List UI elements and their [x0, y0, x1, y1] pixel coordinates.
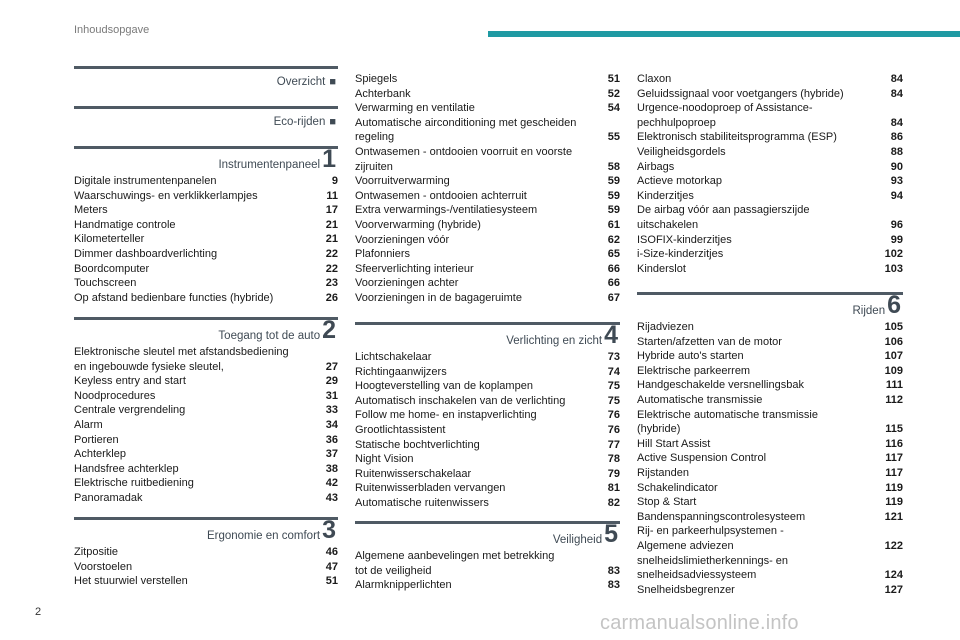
toc-entry-title: (hybride) — [637, 423, 681, 436]
toc-entry-title: Op afstand bedienbare functies (hybride) — [74, 291, 274, 304]
toc-entry[interactable] — [637, 437, 903, 452]
toc-entry-title: Alarmknipperlichten — [355, 579, 452, 592]
section-continued — [637, 72, 903, 276]
toc-entry[interactable] — [74, 403, 338, 418]
toc-entry-title: Centrale vergrendeling — [74, 404, 186, 417]
toc-entry-page: 33 — [325, 404, 338, 417]
toc-entry[interactable] — [637, 539, 903, 554]
toc-entry[interactable] — [355, 350, 620, 365]
toc-entry[interactable] — [355, 218, 620, 233]
toc-entry-title: Urgence-noodoproep of Assistance- — [637, 102, 813, 115]
toc-entry[interactable] — [637, 189, 903, 204]
section-number: 6 — [887, 291, 901, 319]
toc-entry-title: Automatische transmissie — [637, 393, 763, 406]
toc-list — [355, 549, 620, 593]
toc-entry-page: 27 — [325, 360, 338, 373]
toc-entry-page: 76 — [607, 423, 620, 436]
toc-entry[interactable] — [355, 116, 620, 131]
section-marker-icon: ■ — [329, 76, 336, 88]
toc-entry-page: 84 — [890, 116, 903, 129]
toc-entry[interactable] — [637, 116, 903, 131]
section-title: Overzicht — [276, 76, 326, 88]
toc-entry-title: Kinderzitjes — [637, 189, 694, 202]
toc-entry-page: 122 — [884, 539, 903, 552]
toc-entry[interactable] — [637, 466, 903, 481]
toc-entry-title: Rij- en parkeerhulpsystemen - — [637, 525, 784, 538]
toc-entry-title: Snelheidsbegrenzer — [637, 583, 735, 596]
toc-entry[interactable] — [74, 433, 338, 448]
section-rijden — [637, 292, 903, 597]
toc-entry-page: 75 — [607, 394, 620, 407]
toc-entry[interactable] — [355, 452, 620, 467]
toc-entry-page: 55 — [607, 131, 620, 144]
toc-entry-page: 51 — [325, 575, 338, 588]
page-number: 2 — [35, 606, 42, 618]
toc-entry-page: 59 — [607, 189, 620, 202]
toc-entry[interactable] — [74, 345, 338, 360]
toc-entry-page: 51 — [607, 73, 620, 85]
toc-entry-page: 43 — [325, 491, 338, 504]
toc-entry-page: 103 — [884, 262, 903, 275]
toc-entry-title: Ontwasemen - ontdooien voorruit en voorste — [355, 145, 573, 158]
toc-entry-title: uitschakelen — [637, 218, 699, 231]
toc-entry[interactable] — [355, 467, 620, 482]
toc-entry-title: en ingebouwde fysieke sleutel, — [74, 360, 224, 373]
toc-entry-title: Night Vision — [355, 453, 414, 466]
toc-entry-page: 94 — [890, 189, 903, 202]
toc-entry[interactable] — [74, 389, 338, 404]
toc-entry-page: 77 — [607, 438, 620, 451]
toc-entry-title: Richtingaanwijzers — [355, 365, 447, 378]
section-header[interactable] — [355, 520, 620, 548]
toc-entry-title: Voorzieningen in de bagageruimte — [355, 291, 522, 304]
toc-entry[interactable] — [74, 262, 338, 277]
toc-entry-title: Starten/afzetten van de motor — [637, 335, 782, 348]
toc-entry-page: 115 — [885, 423, 903, 436]
toc-entry[interactable] — [355, 408, 620, 423]
toc-entry-title: Voorverwarming (hybride) — [355, 218, 481, 231]
toc-entry[interactable] — [355, 160, 620, 175]
section-eco-rijden — [74, 106, 338, 127]
toc-entry[interactable] — [637, 510, 903, 525]
toc-entry-page: 117 — [885, 452, 903, 465]
toc-entry-title: Elektronische sleutel met afstandsbediening — [74, 346, 289, 358]
toc-entry-page: 84 — [890, 87, 903, 100]
section-ergonomie — [74, 517, 338, 589]
section-header[interactable] — [355, 321, 620, 349]
toc-entry-page: 117 — [885, 466, 903, 479]
toc-entry[interactable] — [637, 349, 903, 364]
toc-entry-title: Automatisch inschakelen van de verlichting — [355, 394, 566, 407]
toc-entry-title: Follow me home- en instapverlichting — [355, 409, 537, 422]
toc-entry-title: Voorstoelen — [74, 560, 133, 573]
toc-entry[interactable] — [355, 578, 620, 593]
toc-entry-title: Voorruitverwarming — [355, 175, 450, 188]
toc-entry-title: Handgeschakelde versnellingsbak — [637, 379, 804, 392]
toc-entry[interactable] — [637, 87, 903, 102]
toc-entry-title: Dimmer dashboardverlichting — [74, 247, 218, 260]
toc-entry-title: Ontwasemen - ontdooien achterruit — [355, 189, 527, 202]
toc-entry[interactable] — [637, 554, 903, 569]
toc-entry[interactable] — [74, 374, 338, 389]
toc-entry-page: 112 — [885, 393, 903, 406]
toc-entry[interactable] — [74, 189, 338, 204]
toc-entry-page: 37 — [325, 448, 338, 461]
toc-entry-title: Hoogteverstelling van de koplampen — [355, 380, 533, 393]
toc-entry[interactable] — [637, 247, 903, 262]
toc-entry-page: 59 — [607, 204, 620, 217]
section-veiligheid — [355, 521, 620, 593]
toc-entry-title: Airbags — [637, 160, 675, 173]
toc-entry-page: 106 — [884, 335, 903, 348]
section-overzicht — [74, 66, 338, 87]
toc-entry[interactable] — [637, 583, 903, 598]
toc-entry-page: 76 — [607, 409, 620, 422]
toc-entry[interactable] — [637, 262, 903, 277]
toc-entry[interactable] — [355, 262, 620, 277]
toc-entry[interactable] — [637, 524, 903, 539]
section-title: Instrumentenpaneel — [218, 159, 321, 171]
toc-entry-title: Boordcomputer — [74, 262, 150, 275]
toc-entry-page: 34 — [325, 418, 338, 431]
toc-entry-page: 79 — [607, 467, 620, 480]
toc-entry-title: Portieren — [74, 433, 119, 446]
toc-entry-title: Keyless entry and start — [74, 375, 186, 388]
toc-entry[interactable] — [637, 481, 903, 496]
toc-entry-page: 88 — [890, 145, 903, 158]
toc-entry[interactable] — [637, 72, 903, 87]
toc-entry[interactable] — [355, 496, 620, 511]
toc-entry-title: Touchscreen — [74, 277, 137, 290]
toc-entry-page: 93 — [890, 175, 903, 188]
toc-entry-page: 21 — [325, 233, 338, 246]
toc-entry[interactable] — [637, 320, 903, 335]
toc-list — [74, 545, 338, 589]
toc-entry-page: 9 — [331, 175, 338, 187]
toc-entry[interactable] — [637, 422, 903, 437]
toc-entry-title: Algemene adviezen — [637, 539, 734, 552]
toc-entry-title: tot de veiligheid — [355, 564, 432, 577]
toc-entry[interactable] — [355, 72, 620, 87]
toc-entry-title: Automatische airconditioning met gescheiden — [355, 116, 577, 129]
toc-entry-page: 99 — [890, 233, 903, 246]
toc-entry-page: 116 — [885, 437, 903, 450]
toc-entry-title: Handsfree achterklep — [74, 462, 179, 475]
toc-entry-page: 124 — [884, 569, 903, 582]
toc-entry[interactable] — [355, 438, 620, 453]
toc-entry[interactable] — [355, 203, 620, 218]
toc-entry-page: 119 — [885, 496, 903, 509]
toc-entry-page: 26 — [325, 291, 338, 304]
toc-entry-page: 90 — [890, 160, 903, 173]
toc-entry-title: Achterbank — [355, 87, 411, 100]
toc-entry-page: 109 — [884, 364, 903, 377]
toc-entry[interactable] — [637, 233, 903, 248]
toc-entry-title: Bandenspanningscontrolesysteem — [637, 510, 806, 523]
toc-entry-title: Zitpositie — [74, 546, 119, 558]
toc-entry-title: Alarm — [74, 418, 103, 431]
toc-entry[interactable] — [355, 394, 620, 409]
section-instrumentenpaneel — [74, 146, 338, 305]
section-marker-icon: ■ — [329, 116, 336, 128]
toc-entry-page: 54 — [607, 102, 620, 115]
toc-entry-page: 83 — [607, 579, 620, 592]
toc-entry-title: Elektronisch stabiliteitsprogramma (ESP) — [637, 131, 837, 144]
toc-entry[interactable] — [637, 335, 903, 350]
toc-entry-title: pechhulpoproep — [637, 116, 716, 129]
toc-entry[interactable] — [637, 568, 903, 583]
toc-entry-page: 61 — [607, 218, 620, 231]
toc-entry[interactable] — [74, 291, 338, 306]
toc-entry-page: 65 — [607, 248, 620, 261]
toc-entry[interactable] — [74, 418, 338, 433]
toc-entry[interactable] — [355, 481, 620, 496]
toc-entry[interactable] — [74, 462, 338, 477]
watermark: carmanualsonline.info — [600, 612, 799, 634]
toc-entry[interactable] — [74, 447, 338, 462]
toc-entry-title: Ruitenwisserschakelaar — [355, 467, 472, 480]
toc-entry-title: Elektrische parkeerrem — [637, 364, 751, 377]
toc-entry-title: Grootlichtassistent — [355, 423, 446, 436]
toc-entry[interactable] — [355, 233, 620, 248]
toc-entry-title: Stop & Start — [637, 496, 697, 509]
toc-entry-page: 22 — [325, 247, 338, 260]
toc-entry-page: 74 — [607, 365, 620, 378]
toc-entry[interactable] — [355, 379, 620, 394]
toc-entry-title: Ruitenwisserbladen vervangen — [355, 482, 506, 495]
section-number: 5 — [604, 520, 618, 548]
header-accent-bar — [488, 31, 960, 37]
toc-entry[interactable] — [74, 247, 338, 262]
toc-entry-page: 111 — [885, 379, 903, 392]
toc-list — [355, 72, 620, 306]
toc-entry[interactable] — [74, 218, 338, 233]
toc-entry-page: 23 — [325, 277, 338, 290]
toc-entry-title: Waarschuwings- en verklikkerlampjes — [74, 189, 258, 202]
section-continued — [355, 72, 620, 306]
toc-entry[interactable] — [637, 495, 903, 510]
toc-entry-page: 31 — [325, 389, 338, 402]
toc-entry-page: 81 — [607, 482, 620, 495]
toc-entry-title: Voorzieningen achter — [355, 277, 459, 290]
toc-entry-title: Rijstanden — [637, 466, 689, 479]
section-title: Eco-rijden — [273, 116, 326, 128]
toc-entry[interactable] — [74, 574, 338, 589]
header-label: Inhoudsopgave — [74, 24, 150, 36]
toc-entry[interactable] — [355, 145, 620, 160]
toc-entry-page: 82 — [607, 496, 620, 509]
section-header[interactable] — [74, 106, 338, 127]
section-header[interactable] — [74, 145, 338, 173]
toc-entry[interactable] — [74, 360, 338, 375]
toc-entry-title: regeling — [355, 131, 395, 144]
toc-entry-page: 21 — [325, 218, 338, 231]
toc-entry-title: Achterklep — [74, 448, 126, 461]
toc-entry-page: 96 — [890, 218, 903, 231]
toc-entry[interactable] — [637, 174, 903, 189]
toc-entry-title: Plafonniers — [355, 248, 411, 261]
toc-entry-title: Het stuurwiel verstellen — [74, 575, 188, 588]
toc-entry-page: 84 — [890, 73, 903, 85]
toc-entry[interactable] — [355, 189, 620, 204]
toc-entry-title: Panoramadak — [74, 491, 143, 504]
toc-entry-title: Automatische ruitenwissers — [355, 496, 489, 509]
toc-list — [637, 320, 903, 597]
section-verlichting — [355, 322, 620, 511]
section-title: Rijden — [852, 305, 886, 317]
toc-entry[interactable] — [637, 451, 903, 466]
toc-entry-page: 119 — [885, 481, 903, 494]
toc-entry[interactable] — [74, 560, 338, 575]
toc-entry-page: 59 — [607, 175, 620, 188]
toc-entry-title: zijruiten — [355, 160, 393, 173]
toc-entry-title: Geluidssignaal voor voetgangers (hybride) — [637, 87, 844, 100]
toc-entry[interactable] — [355, 365, 620, 380]
section-header[interactable] — [74, 516, 338, 544]
section-number: 1 — [322, 145, 336, 173]
toc-entry-title: Statische bochtverlichting — [355, 438, 480, 451]
toc-entry[interactable] — [637, 378, 903, 393]
toc-entry-title: ISOFIX-kinderzitjes — [637, 233, 732, 246]
toc-entry[interactable] — [637, 408, 903, 423]
section-title: Ergonomie en comfort — [206, 530, 321, 542]
toc-entry-page: 11 — [326, 189, 338, 202]
toc-entry[interactable] — [637, 218, 903, 233]
toc-entry-page: 107 — [884, 350, 903, 363]
section-title: Verlichting en zicht — [506, 335, 603, 347]
toc-entry-page: 29 — [325, 375, 338, 388]
toc-entry[interactable] — [355, 549, 620, 564]
section-number: 3 — [322, 516, 336, 544]
toc-entry-title: Elektrische automatische transmissie — [637, 408, 818, 421]
toc-entry-page: 67 — [607, 291, 620, 304]
toc-entry-page: 66 — [607, 277, 620, 290]
toc-entry[interactable] — [355, 87, 620, 102]
toc-entry-page: 66 — [607, 262, 620, 275]
toc-entry-page: 47 — [325, 560, 338, 573]
toc-entry[interactable] — [74, 276, 338, 291]
toc-list — [637, 72, 903, 276]
toc-entry[interactable] — [637, 393, 903, 408]
toc-entry-page: 42 — [325, 477, 338, 490]
toc-entry-title: Rijadviezen — [637, 321, 694, 333]
toc-entry[interactable] — [637, 203, 903, 218]
toc-entry[interactable] — [355, 423, 620, 438]
toc-entry[interactable] — [637, 160, 903, 175]
toc-entry-title: Handmatige controle — [74, 218, 176, 231]
toc-list — [355, 350, 620, 511]
section-header[interactable] — [637, 291, 903, 319]
toc-entry[interactable] — [355, 276, 620, 291]
section-number: 2 — [322, 316, 336, 344]
toc-entry-title: Digitale instrumentenpanelen — [74, 175, 217, 187]
section-number: 4 — [604, 321, 618, 349]
toc-entry-title: Noodprocedures — [74, 389, 156, 402]
toc-entry[interactable] — [355, 291, 620, 306]
toc-entry-page: 75 — [607, 380, 620, 393]
toc-entry-page: 78 — [607, 453, 620, 466]
toc-entry-page: 73 — [607, 351, 620, 363]
section-header[interactable] — [74, 316, 338, 344]
section-header[interactable] — [74, 66, 338, 87]
section-title: Veiligheid — [552, 534, 603, 546]
toc-entry-page: 52 — [607, 87, 620, 100]
toc-entry-title: i-Size-kinderzitjes — [637, 248, 724, 261]
toc-entry-page: 36 — [325, 433, 338, 446]
toc-entry[interactable] — [637, 364, 903, 379]
toc-entry-page: 58 — [607, 160, 620, 173]
toc-entry-page: 38 — [325, 462, 338, 475]
toc-entry-page: 105 — [884, 321, 903, 333]
toc-entry[interactable] — [637, 101, 903, 116]
toc-entry-title: Spiegels — [355, 73, 398, 85]
toc-entry-title: Actieve motorkap — [637, 175, 722, 188]
toc-entry-title: Elektrische ruitbediening — [74, 477, 194, 490]
toc-entry[interactable] — [74, 545, 338, 560]
toc-entry[interactable] — [355, 130, 620, 145]
toc-entry-title: Lichtschakelaar — [355, 351, 432, 363]
toc-list — [74, 174, 338, 305]
toc-entry[interactable] — [637, 130, 903, 145]
toc-entry[interactable] — [74, 476, 338, 491]
toc-entry[interactable] — [637, 145, 903, 160]
toc-list — [74, 345, 338, 506]
toc-entry-title: snelheidslimietherkennings- en — [637, 554, 789, 567]
toc-entry-page: 121 — [884, 510, 903, 523]
toc-entry-title: Kinderslot — [637, 262, 686, 275]
toc-entry-title: Algemene aanbevelingen met betrekking — [355, 550, 555, 562]
toc-entry-page: 86 — [890, 131, 903, 144]
toc-entry[interactable] — [355, 101, 620, 116]
section-title: Toegang tot de auto — [218, 330, 321, 342]
toc-entry-page: 83 — [607, 564, 620, 577]
section-toegang — [74, 317, 338, 506]
toc-entry-title: Hill Start Assist — [637, 437, 711, 450]
toc-entry-title: Meters — [74, 204, 108, 217]
toc-entry-title: Active Suspension Control — [637, 452, 767, 465]
toc-entry-page: 102 — [884, 248, 903, 261]
toc-entry-title: Claxon — [637, 73, 672, 85]
toc-entry[interactable] — [355, 174, 620, 189]
toc-entry-title: Schakelindicator — [637, 481, 718, 494]
toc-entry[interactable] — [74, 174, 338, 189]
toc-entry-title: Sfeerverlichting interieur — [355, 262, 474, 275]
toc-entry-title: Verwarming en ventilatie — [355, 102, 475, 115]
toc-entry-title: Voorzieningen vóór — [355, 233, 450, 246]
toc-entry-page: 62 — [607, 233, 620, 246]
toc-entry-page: 22 — [325, 262, 338, 275]
toc-entry-title: snelheidsadviessysteem — [637, 569, 757, 582]
toc-entry-title: Kilometerteller — [74, 233, 145, 246]
toc-entry[interactable] — [355, 247, 620, 262]
toc-entry[interactable] — [74, 232, 338, 247]
toc-entry-page: 127 — [884, 583, 903, 596]
toc-entry-page: 46 — [325, 546, 338, 558]
toc-entry[interactable] — [355, 564, 620, 579]
toc-entry-title: De airbag vóór aan passagierszijde — [637, 204, 810, 217]
toc-entry-page: 17 — [325, 204, 338, 217]
toc-entry[interactable] — [74, 491, 338, 506]
toc-entry-title: Veiligheidsgordels — [637, 145, 726, 158]
toc-entry-title: Extra verwarmings-/ventilatiesysteem — [355, 204, 538, 217]
toc-entry-title: Hybride auto's starten — [637, 350, 744, 363]
toc-entry[interactable] — [74, 203, 338, 218]
